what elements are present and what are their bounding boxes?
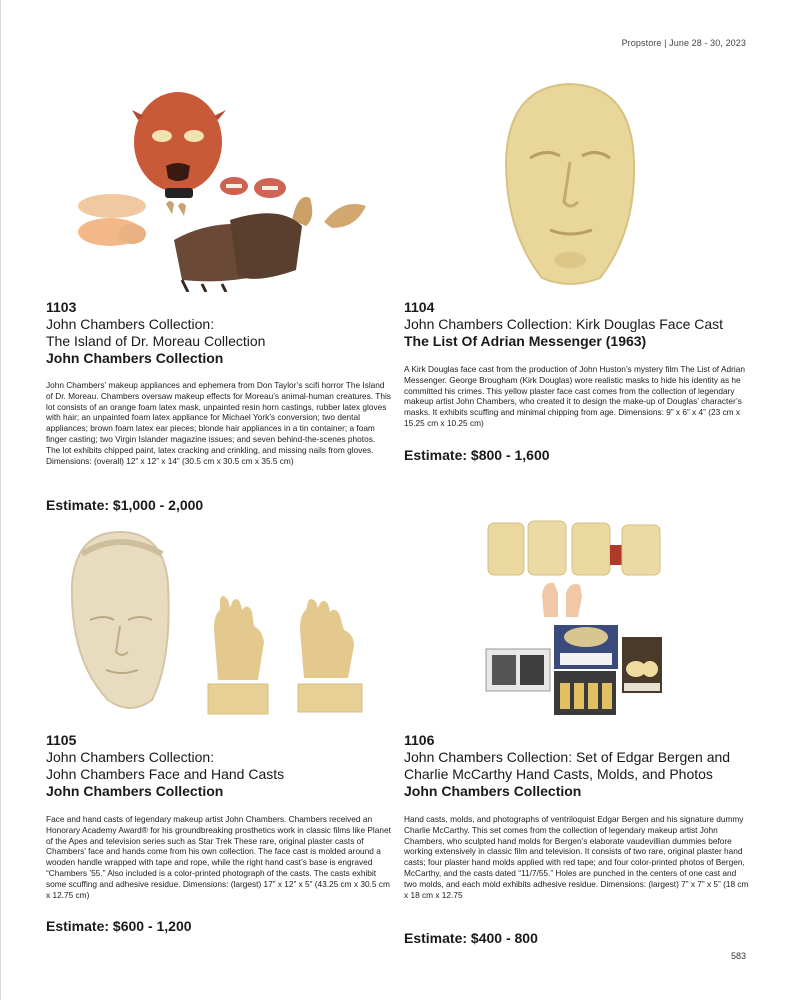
lot-1105-image — [68, 530, 368, 716]
lot-1103-heading — [46, 299, 391, 367]
lot-number: 1103 — [46, 299, 77, 315]
lot-1106-description: Hand casts, molds, and photographs of ventriloquist Edgar Bergen and his signature dummy Charlie McCarthy. This set comes from the collection of legendary makeup artist John Chambers, who sculpted hand molds for Bergen’s elaborate vaudevillian dummies before working extensively in classic film and television. It consists of two rare, original plaster hand casts; four plaster hand molds applied with red tape; and four color-printed photos of Bergen, McCarthy, and the casts dated “11/7/55.” Holes are punched in the centers of one cast and two molds, and each mold exhibits adhesive residue. Dimensions: (largest) 7” x 7” x 5” (18 cm x 18 cm x 12.75 — [404, 814, 749, 900]
lot-1104-description: A Kirk Douglas face cast from the production of John Huston’s mystery film The List of Adrian Messenger. George Brougham (Kirk Douglas) wore realistic masks to hide his identity as he committed his crimes. This yellow plaster face cast comes from the collection of legendary makeup artist John Chambers, who created it to design the make-up of Douglas’ character’s masks. It exhibits scuffing and minimal chipping from age. Dimensions: 9” x 6” x 4” (23 cm x 15.25 cm x 10.25 cm) — [404, 364, 745, 428]
lot-title-line: The Island of Dr. Moreau Collection — [46, 333, 266, 349]
lot-subtitle: The List Of Adrian Messenger (1963) — [404, 333, 647, 349]
page-header: Propstore | June 28 - 30, 2023 — [621, 38, 746, 48]
lot-1104-estimate: Estimate: $800 - 1,600 — [404, 447, 550, 463]
page-left-edge — [0, 0, 1, 1000]
lot-1105-estimate: Estimate: $600 - 1,200 — [46, 918, 192, 934]
lot-number: 1105 — [46, 732, 77, 748]
lot-number: 1104 — [404, 299, 435, 315]
lot-subtitle: John Chambers Collection — [46, 350, 224, 366]
lot-title-line: John Chambers Collection: — [46, 316, 215, 332]
lot-1104-heading — [404, 299, 749, 350]
lot-1106-image — [484, 519, 664, 719]
lot-1106-estimate: Estimate: $400 - 800 — [404, 930, 538, 946]
lot-1105-description: Face and hand casts of legendary makeup artist John Chambers. Chambers received an Honorary Academy Award® for his groundbreaking prosthetics work in classic films like Planet of the Apes and television series such as Star Trek These rare, original plaster casts of Chambers’ face and hands come from his own collection. The face cast is molded around a wooden handle wrapped with tape and rope, while the right hand cast’s base is engraved “Chambers ’55.” Also included is a color-printed photograph of the casts. The casts exhibit some scuffing and adhesive residue. Dimensions: (largest) 17” x 12” x 5” (43.25 cm x 30.5 cm x 12.75 cm) — [46, 814, 391, 900]
lot-1104-image — [500, 82, 640, 288]
lot-title-line: John Chambers Face and Hand Casts — [46, 766, 285, 782]
lot-1103-description: John Chambers’ makeup appliances and ephemera from Don Taylor’s scifi horror The Island of Dr. Moreau. Chambers oversaw makeup effects for Moreau’s animal-human creatures. This lot consists of an orange foam latex mask, unpainted resin horn castings, rubber latex gloves with hair; an unpainted foam latex appliance for Michael York’s conversion; two dental appliances; brown foam latex ear pieces; blonde hair appliances in a tin container; a foam finger casting; two Virgin Islander magazine issues; and seven behind-the-scenes photos. The lot exhibits chipped paint, latex cracking and crinkling, and missing nails from gloves. Dimensions: (overall) 12” x 12” x 14” (30.5 cm x 30.5 cm x 35.5 cm) — [46, 380, 391, 466]
lot-number: 1106 — [404, 732, 435, 748]
lot-title-line: John Chambers Collection: — [46, 749, 215, 765]
page-number: 583 — [730, 951, 746, 961]
lot-1105-heading — [46, 732, 391, 800]
lot-subtitle: John Chambers Collection — [46, 783, 224, 799]
lot-title-line: John Chambers Collection: Kirk Douglas Face Cast — [404, 316, 724, 332]
lot-title-line: Charlie McCarthy Hand Casts, Molds, and Photos — [404, 766, 713, 782]
lot-subtitle: John Chambers Collection — [404, 783, 582, 799]
lot-1103-estimate: Estimate: $1,000 - 2,000 — [46, 497, 204, 513]
lot-1106-heading — [404, 732, 749, 800]
lot-1103-image — [70, 80, 370, 292]
lot-title-line: John Chambers Collection: Set of Edgar Bergen and — [404, 749, 731, 765]
